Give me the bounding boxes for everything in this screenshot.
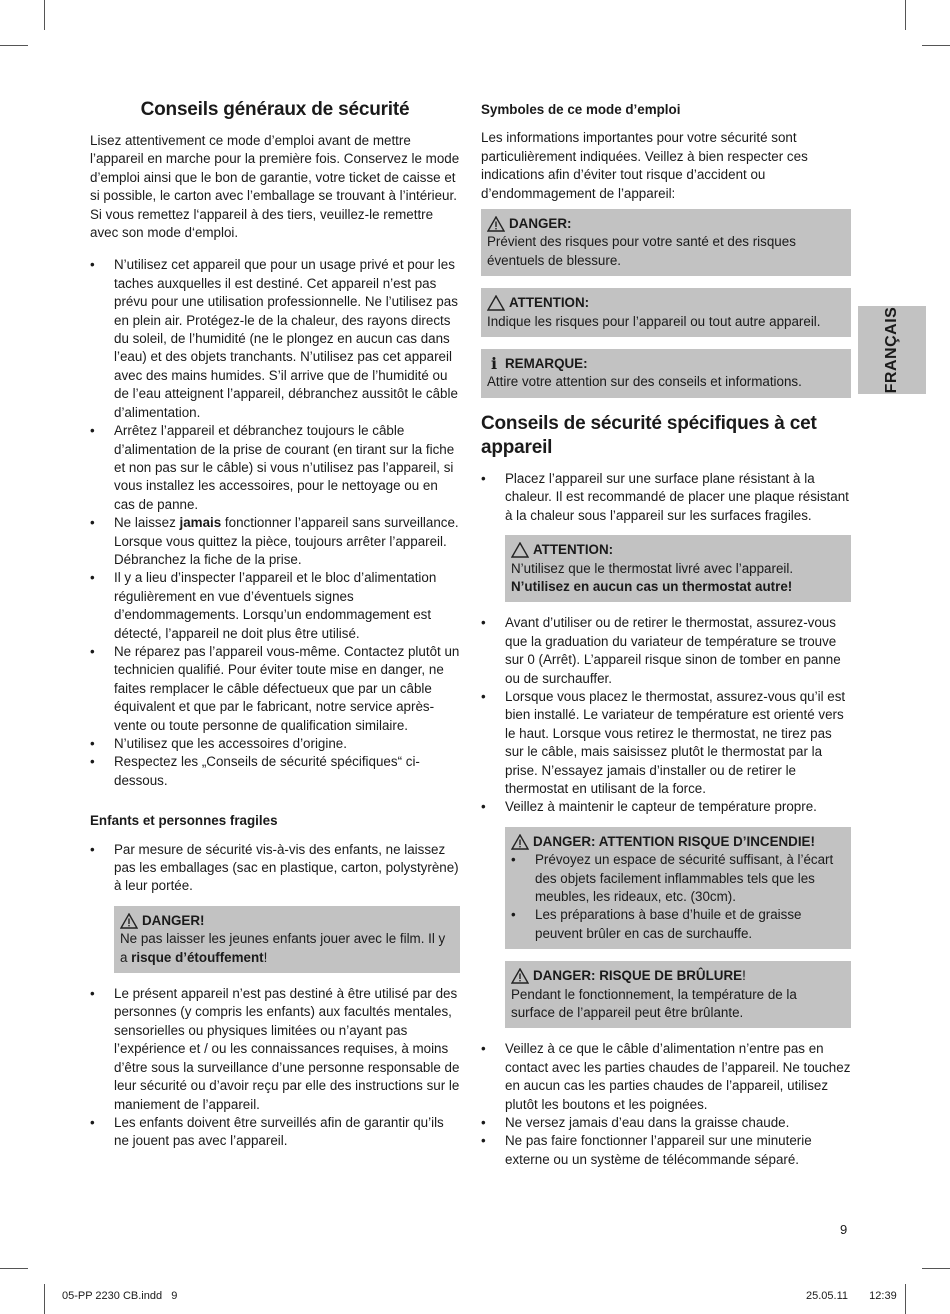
specific-list-2 [481, 614, 851, 816]
list-item: • N’utilisez que les accessoires d’origine. [90, 735, 460, 753]
footer-file: 05-PP 2230 CB.indd 9 [62, 1290, 178, 1302]
box-title: DANGER! [142, 912, 205, 928]
crop-mark [0, 1268, 28, 1269]
specific-safety-title: Conseils de sécurité spécifiques à cet appareil [481, 412, 817, 458]
box-title: DANGER: RISQUE DE BRÛLURE! [533, 968, 746, 984]
list-item: • Ne versez jamais d’eau dans la graisse chaude. [481, 1114, 851, 1132]
list-item: • Prévoyez un espace de sécurité suffisant, à l’écart des objets facilement inflammables tels que les meubles, les rideaux, etc. (30cm). [511, 851, 843, 906]
box-text: Pendant le fonctionnement, la température de la surface de l’appareil peut être brûlante. [511, 986, 797, 1021]
list-item: • Veillez à maintenir le capteur de température propre. [481, 798, 851, 816]
warning-triangle-icon [120, 913, 138, 929]
list-item: • Veillez à ce que le câble d’alimentation n’entre pas en contact avec les parties chaudes de l’appareil. Ne touchez en aucun cas les parties chaudes de l’appareil, utilisez plutôt les boutons et les poignées. [481, 1040, 851, 1114]
box-text: Prévient des risques pour votre santé et des risques éventuels de blessure. [487, 234, 796, 268]
right-column [481, 98, 851, 1181]
crop-mark [905, 0, 906, 30]
box-text-bold: N’utilisez en aucun cas un thermostat autre! [511, 578, 793, 594]
box-title: DANGER: [509, 216, 572, 232]
list-item: • Placez l’appareil sur une surface plane résistant à la chaleur. Il est recommandé de placer une plaque résistant à la chaleur sous l’appareil sur les surfaces fragiles. [481, 470, 851, 525]
list-item: • Lorsque vous placez le thermostat, assurez-vous qu’il est bien installé. Le variateur de température est orienté vers le haut. Lorsque vous retirez le thermostat, ne tirez pas sur le câble, mais saisissez plutôt le thermostat par la prise. N’essayez jamais d’installer ou de retirer le thermostat en utilisant de la force. [481, 688, 851, 798]
caution-triangle-icon [511, 542, 529, 558]
children-list-2 [90, 985, 460, 1151]
list-item: • Les enfants doivent être surveillés afin de garantir qu’ils ne jouent pas avec l’appareil. [90, 1114, 460, 1151]
crop-mark [922, 1268, 950, 1269]
footer-date: 25.05.11 12:39 [806, 1290, 897, 1302]
list-item: • Ne pas faire fonctionner l’appareil sur une minuterie externe ou un système de télécommande séparé. [481, 1132, 851, 1169]
box-text: Attire votre attention sur des conseils et informations. [487, 374, 802, 390]
danger-burn-box [505, 961, 851, 1028]
symbol-remarque-box [481, 349, 851, 398]
language-tab [858, 306, 926, 394]
specific-list-3 [481, 1040, 851, 1169]
list-item: • Les préparations à base d’huile et de graisse peuvent brûler en cas de surchauffe. [511, 906, 843, 943]
list-item: • Par mesure de sécurité vis-à-vis des enfants, ne laissez pas les emballages (sac en plastique, carton, polystyrène) à leur portée. [90, 841, 460, 896]
general-safety-list [90, 256, 460, 790]
box-text: Ne pas laisser les jeunes enfants jouer avec le film. Il y a risque d’étouffement! [120, 931, 446, 965]
children-list [90, 841, 460, 896]
emphasis-text: jamais [179, 515, 222, 531]
crop-mark [905, 1284, 906, 1314]
page-number: 9 [840, 1222, 848, 1237]
warning-triangle-icon [511, 968, 529, 984]
box-title: DANGER: ATTENTION RISQUE D’INCENDIE! [533, 833, 815, 849]
crop-mark [922, 45, 950, 46]
list-item: • Le présent appareil n’est pas destiné à être utilisé par des personnes (y compris les enfants) aux facultés mentales, sensorielles ou physiques limitées ou n’ayant pas l’expérience et / ou les connaissances requises, à moins d’être sous la surveillance d’une personne responsable de leur sécurité ou d’avoir reçu par elle des instructions sur le maniement de l’appareil. [90, 985, 460, 1114]
symbol-attention-box [481, 288, 851, 337]
box-header [120, 912, 452, 930]
list-item: • Arrêtez l’appareil et débranchez toujours le câble d’alimentation de la prise de courant (en tirant sur la fiche et non pas sur le câble) si vous n’utilisez pas l’appareil, si vous installez les accessoires, pour le nettoyage ou en cas de panne. [90, 422, 460, 514]
symbol-danger-box [481, 209, 851, 276]
info-icon: i [490, 354, 498, 374]
list-item: • Avant d’utiliser ou de retirer le thermostat, assurez-vous que la graduation du variateur de température se trouve sur 0 (Arrêt). L’appareil risque sinon de tomber en panne ou de surchauffer. [481, 614, 851, 688]
children-heading: Enfants et personnes fragiles [90, 813, 278, 829]
box-text: Indique les risques pour l’appareil ou tout autre appareil. [487, 313, 821, 329]
box-text: N’utilisez que le thermostat livré avec l’appareil. [511, 560, 794, 576]
danger-suffocation-box [114, 906, 460, 973]
left-column [90, 98, 460, 1163]
language-label: FRANÇAIS [883, 306, 900, 394]
box-title: ATTENTION: [533, 542, 614, 558]
crop-mark [44, 0, 45, 30]
list-item: • Ne réparez pas l’appareil vous-même. Contactez plutôt un technicien qualifié. Pour éviter toute mise en danger, ne faites remplacer le câble défectueux que par un câble équivalent et que par le fabricant, notre service après-vente ou toute personne de qualification similaire. [90, 643, 460, 735]
crop-mark [44, 1284, 45, 1314]
symbols-heading: Symboles de ce mode d’emploi [481, 102, 681, 117]
list-item: • Il y a lieu d’inspecter l’appareil et le bloc d’alimentation régulièrement en vue d’éventuels signes d’endommagements. Lorsqu’un endommagement est détecté, l’appareil ne doit plus être utilisé. [90, 569, 460, 643]
crop-mark [0, 45, 28, 46]
box-title: ATTENTION: [509, 295, 590, 311]
list-item: • Respectez les „Conseils de sécurité spécifiques“ ci-dessous. [90, 753, 460, 790]
box-title: REMARQUE: [505, 356, 588, 372]
list-item: • N’utilisez cet appareil que pour un usage privé et pour les taches auxquelles il est destiné. Cet appareil n’est pas prévu pour une utilisation professionnelle. Ne l’utilisez pas en plein air. Protégez-le de la chaleur, des rayons directs du soleil, de l’humidité (ne le plongez en aucun cas dans l’eau) et des objets tranchants. N’utilisez pas cet appareil avec des mains humides. S’il arrive que de l’humidité ou de l’eau atteignent l’appareil, débranchez aussitôt le câble d’alimentation. [90, 256, 460, 422]
caution-triangle-icon [487, 295, 505, 311]
symbols-intro: Les informations importantes pour votre sécurité sont particulièrement indiquées. Veillez à bien respecter ces indications afin d’éviter tout risque d’accident ou d’endommagement de l’appareil: [481, 130, 808, 201]
warning-triangle-icon [511, 834, 529, 850]
intro-paragraph: Lisez attentivement ce mode d’emploi avant de mettre l’appareil en marche pour la première fois. Conservez le mode d’emploi ainsi que le bon de garantie, votre ticket de caisse et si possible, le carton avec l’emballage se trouvant à l’intérieur. Si vous remettez l‘appareil à des tiers, veuillez-le remettre avec son mode d‘emploi. [90, 133, 460, 241]
danger-fire-box [505, 827, 851, 949]
warning-triangle-icon [487, 216, 505, 232]
attention-thermostat-box [505, 535, 851, 602]
fire-list [511, 851, 843, 943]
list-item: • Ne laissez jamais fonctionner l’appareil sans surveillance. Lorsque vous quittez la pièce, toujours arrêter l’appareil. Débranchez la fiche de la prise. [90, 514, 460, 569]
specific-list-1 [481, 470, 851, 525]
general-safety-title: Conseils généraux de sécurité [140, 99, 410, 120]
